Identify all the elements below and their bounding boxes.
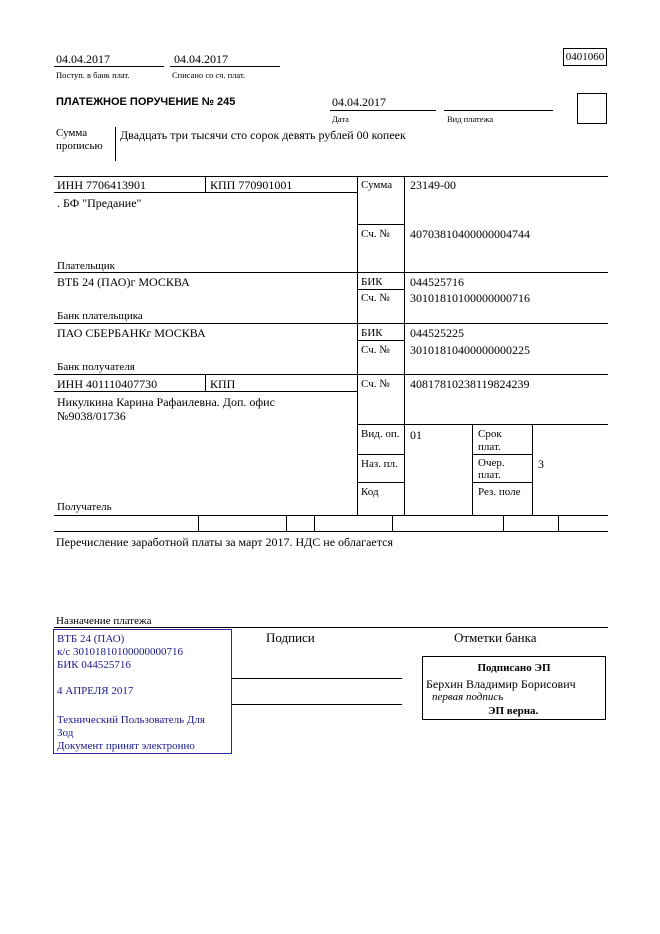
divider: [198, 515, 199, 531]
payer-bank-account-label: Сч. №: [361, 292, 390, 304]
divider: [472, 454, 532, 455]
divider: [205, 374, 206, 391]
date-debited-label: Списано со сч. плат.: [172, 70, 246, 80]
divider: [54, 627, 608, 628]
divider: [54, 192, 357, 193]
payment-type-box: [577, 93, 607, 124]
divider: [54, 391, 357, 392]
stamp-user: Технический Пользователь Для: [57, 714, 205, 726]
payee-bank-name: ПАО СБЕРБАНКг МОСКВА: [57, 326, 206, 340]
amount-words-value: Двадцать три тысячи сто сорок девять рублей 00 копеек: [120, 128, 406, 142]
bank-marks-label: Отметки банка: [454, 630, 537, 645]
payer-account-label: Сч. №: [361, 228, 390, 240]
e-signature-status: ЭП верна.: [488, 705, 539, 717]
divider: [54, 531, 608, 532]
purpose-code-label: Наз. пл.: [361, 458, 398, 470]
stamp-bank-name: ВТБ 24 (ПАО): [57, 633, 125, 645]
divider: [532, 424, 533, 515]
divider: [357, 289, 404, 290]
payee-name: Никулкина Карина Рафаилевна. Доп. офис: [57, 395, 275, 409]
stamp-date: 4 АПРЕЛЯ 2017: [57, 685, 134, 697]
stamp-bik: БИК 044525716: [57, 659, 131, 671]
date-received: 04.04.2017: [56, 52, 110, 66]
payee-name: №9038/01736: [57, 409, 126, 423]
payer-bank-label: Банк плательщика: [57, 310, 143, 322]
divider: [54, 515, 608, 516]
payee-bank-account-value: 30101810400000000225: [410, 343, 530, 357]
divider: [503, 515, 504, 531]
divider: [357, 454, 404, 455]
payee-kpp: КПП: [210, 377, 236, 391]
divider: [205, 176, 206, 192]
e-signature-title: Подписано ЭП: [477, 662, 551, 674]
divider: [444, 110, 553, 111]
divider: [54, 374, 608, 375]
payee-inn: ИНН 401110407730: [57, 377, 158, 391]
payer-name: . БФ "Предание": [57, 196, 142, 210]
divider: [330, 110, 436, 111]
payee-bank-bik-label: БИК: [361, 327, 383, 339]
payer-inn: ИНН 7706413901: [57, 178, 146, 192]
divider: [54, 323, 608, 324]
op-type-value: 01: [410, 428, 422, 442]
amount-words-label: Сумма: [56, 127, 88, 139]
divider: [170, 66, 280, 67]
e-signature-signer: Берхин Владимир Борисович: [426, 677, 576, 691]
page-title: ПЛАТЕЖНОЕ ПОРУЧЕНИЕ № 245: [56, 96, 236, 108]
payee-bank-bik-value: 044525225: [410, 326, 464, 340]
payee-bank-account-label: Сч. №: [361, 344, 390, 356]
reserve-label: Рез. поле: [478, 486, 521, 498]
stamp-accepted: Документ принят электронно: [57, 740, 195, 752]
divider: [472, 482, 532, 483]
payment-type-label: Вид платежа: [447, 114, 494, 124]
purpose-label: Назначение платежа: [56, 615, 152, 627]
divider: [357, 176, 358, 515]
term-label: Срок: [478, 428, 502, 440]
code-label: Код: [361, 486, 379, 498]
divider: [54, 66, 164, 67]
order-value: 3: [538, 457, 544, 471]
order-date: 04.04.2017: [332, 95, 386, 109]
payer-label: Плательщик: [57, 260, 115, 272]
payer-kpp: КПП 770901001: [210, 178, 293, 192]
form-code: 0401060: [563, 48, 607, 66]
term-label: плат.: [478, 441, 501, 453]
payee-label: Получатель: [57, 501, 112, 513]
order-date-label: Дата: [332, 114, 349, 124]
op-type-label: Вид. оп.: [361, 428, 400, 440]
divider: [357, 224, 404, 225]
payer-account-value: 40703810400000004744: [410, 227, 530, 241]
divider: [357, 340, 404, 341]
purpose-text: Перечисление заработной платы за март 2017. НДС не облагается: [56, 535, 393, 549]
order-label: плат.: [478, 469, 501, 481]
payer-bank-bik-label: БИК: [361, 276, 383, 288]
signature-line: [232, 704, 402, 705]
amount-words-label: прописью: [56, 140, 103, 152]
divider: [314, 515, 315, 531]
date-received-label: Поступ. в банк плат.: [56, 70, 130, 80]
divider: [558, 515, 559, 531]
e-signature-role: первая подпись: [432, 691, 504, 703]
stamp-user: Зод: [57, 727, 74, 739]
signature-line: [232, 678, 402, 679]
divider: [392, 515, 393, 531]
payer-bank-bik-value: 044525716: [410, 275, 464, 289]
order-label: Очер.: [478, 457, 505, 469]
date-debited: 04.04.2017: [174, 52, 228, 66]
signatures-label: Подписи: [266, 630, 315, 645]
payer-bank-account-value: 30101810100000000716: [410, 291, 530, 305]
payee-bank-label: Банк получателя: [57, 361, 135, 373]
divider: [357, 424, 608, 425]
divider: [54, 272, 608, 273]
divider: [115, 127, 116, 161]
payee-account-value: 40817810238119824239: [410, 377, 530, 391]
payer-bank-name: ВТБ 24 (ПАО)г МОСКВА: [57, 275, 190, 289]
divider: [404, 176, 405, 515]
divider: [357, 482, 404, 483]
payee-account-label: Сч. №: [361, 378, 390, 390]
divider: [286, 515, 287, 531]
sum-value: 23149-00: [410, 178, 456, 192]
divider: [54, 176, 608, 177]
stamp-corr-account: к/с 30101810100000000716: [57, 646, 184, 658]
sum-label: Сумма: [361, 179, 393, 191]
divider: [472, 424, 473, 515]
